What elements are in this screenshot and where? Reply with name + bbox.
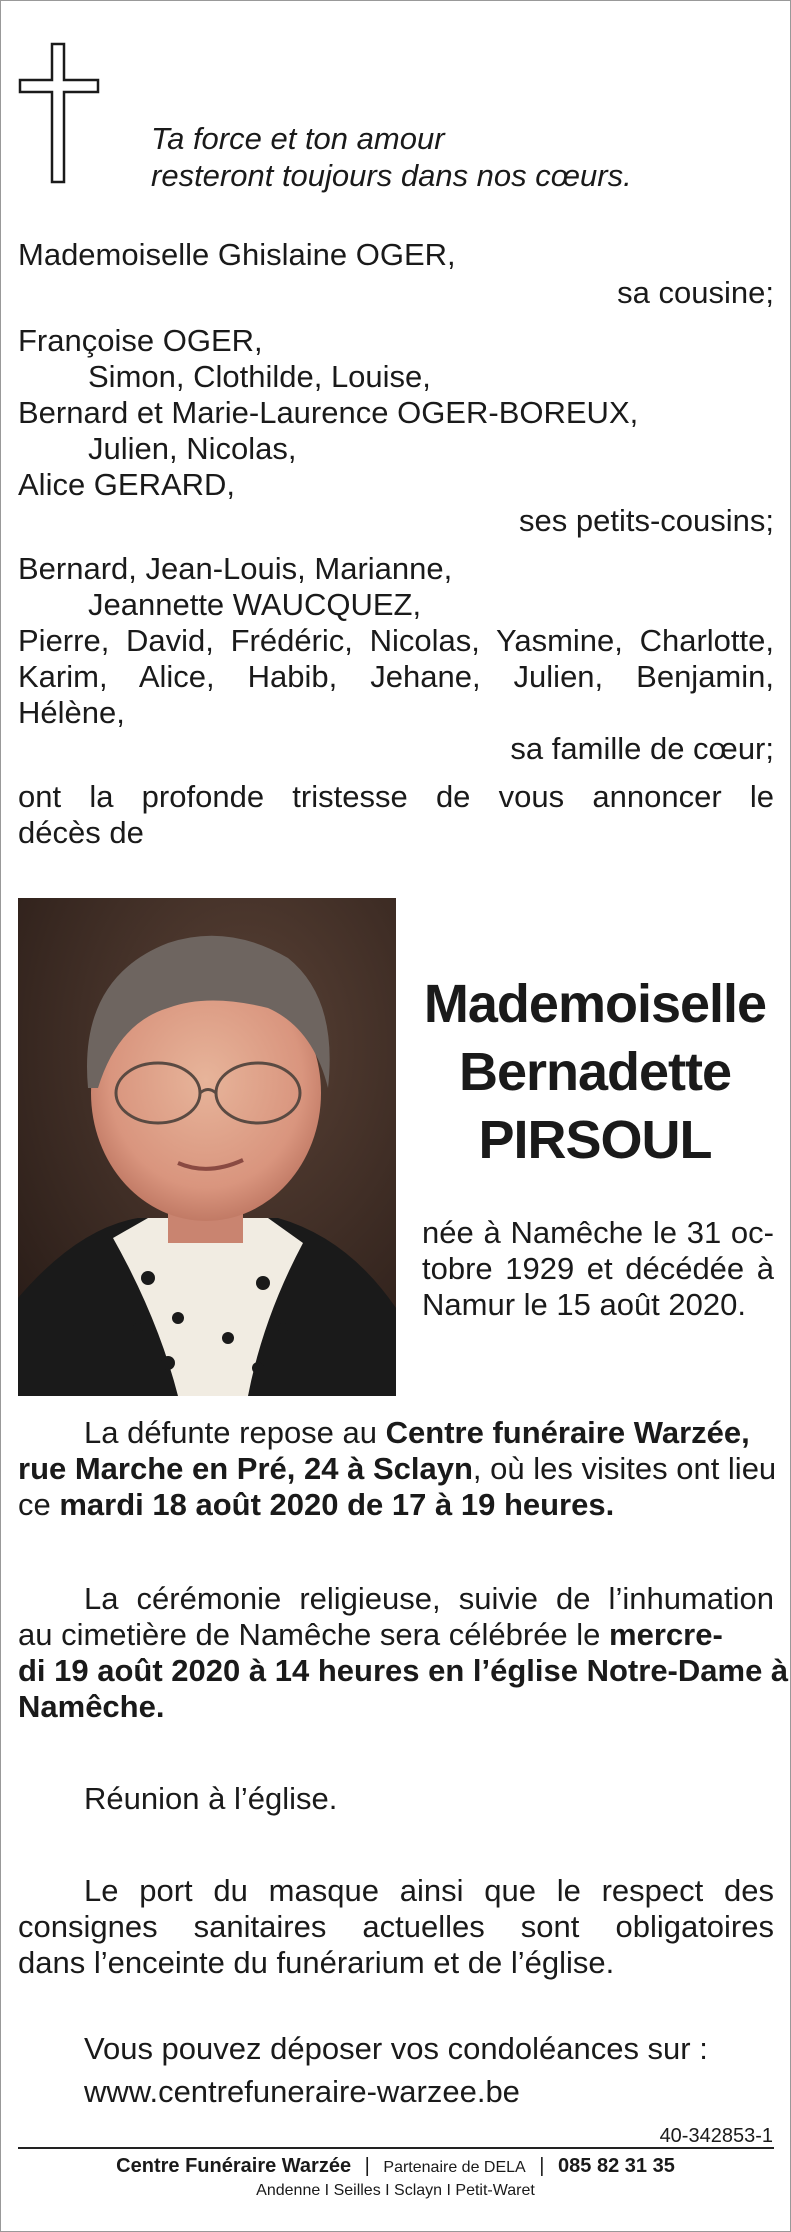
- family-line: Simon, Clothilde, Louise,: [88, 359, 431, 394]
- ceremony-line: Namêche.: [18, 1689, 165, 1724]
- ceremony-line: au cimetière de Namêche sera célébrée le mercre-: [18, 1617, 723, 1652]
- visitation-line: ce mardi 18 août 2020 de 17 à 19 heures.: [18, 1487, 615, 1522]
- family-relation: ses petits-cousins;: [519, 503, 774, 538]
- family-line: Karim, Alice, Habib, Jehane, Julien, Benjamin,: [18, 659, 774, 694]
- ceremony-line: di 19 août 2020 à 14 heures en l’église Notre-Dame à: [18, 1653, 789, 1688]
- quote-line-2: resteront toujours dans nos cœurs.: [151, 158, 632, 193]
- condolences-link[interactable]: www.centrefuneraire-warzee.be: [84, 2074, 520, 2109]
- announcement-line: décès de: [18, 815, 144, 850]
- reference-number: 40-342853-1: [659, 2125, 773, 2147]
- bio-line: Namur le 15 août 2020.: [422, 1287, 746, 1322]
- partner-text: Partenaire de DELA: [383, 2159, 526, 2176]
- visitation-line: La défunte repose au Centre funéraire Warzée,: [84, 1415, 750, 1450]
- family-line: Alice GERARD,: [18, 467, 236, 502]
- deceased-title: Mademoiselle: [423, 974, 767, 1034]
- deceased-photo: [18, 898, 396, 1396]
- quote-line-1: Ta force et ton amour: [151, 121, 445, 156]
- mask-notice-line: Le port du masque ainsi que le respect des: [84, 1873, 774, 1908]
- family-relation: sa cousine;: [617, 275, 774, 310]
- family-line: Pierre, David, Frédéric, Nicolas, Yasmine, Charlotte,: [18, 623, 774, 658]
- condolences-line: Vous pouvez déposer vos condoléances sur :: [84, 2031, 708, 2066]
- footer-company-line: Centre Funéraire Warzée | Partenaire de DELA | 085 82 31 35: [116, 2155, 675, 2177]
- family-line: Bernard et Marie-Laurence OGER-BOREUX,: [18, 395, 639, 430]
- phone-number: 085 82 31 35: [558, 2155, 675, 2177]
- family-line: Jeannette WAUCQUEZ,: [88, 587, 422, 622]
- mask-notice-line: dans l’enceinte du funérarium et de l’église.: [18, 1945, 615, 1980]
- announcement-line: ont la profonde tristesse de vous annoncer le: [18, 779, 774, 814]
- gathering-line: Réunion à l’église.: [84, 1781, 338, 1816]
- deceased-last-name: PIRSOUL: [478, 1110, 712, 1170]
- company-name: Centre Funéraire Warzée: [116, 2155, 352, 2177]
- visitation-line: rue Marche en Pré, 24 à Sclayn, où les visites ont lieu: [18, 1451, 777, 1486]
- family-line: Hélène,: [18, 695, 125, 730]
- footer-rule: [18, 2147, 774, 2149]
- bio-line: tobre 1929 et décédée à: [422, 1251, 774, 1286]
- mask-notice-line: consignes sanitaires actuelles sont obligatoires: [18, 1909, 774, 1944]
- family-line: Mademoiselle Ghislaine OGER,: [18, 237, 456, 272]
- family-relation: sa famille de cœur;: [510, 731, 774, 766]
- ceremony-line: La cérémonie religieuse, suivie de l’inhumation: [84, 1581, 774, 1616]
- deceased-first-name: Bernadette: [458, 1042, 732, 1102]
- cross-icon: [18, 42, 100, 184]
- family-line: Bernard, Jean-Louis, Marianne,: [18, 551, 453, 586]
- bio-line: née à Namêche le 31 oc-: [422, 1215, 774, 1250]
- family-line: Françoise OGER,: [18, 323, 263, 358]
- footer-towns: Andenne I Seilles I Sclayn I Petit-Waret: [256, 2182, 535, 2199]
- family-line: Julien, Nicolas,: [88, 431, 297, 466]
